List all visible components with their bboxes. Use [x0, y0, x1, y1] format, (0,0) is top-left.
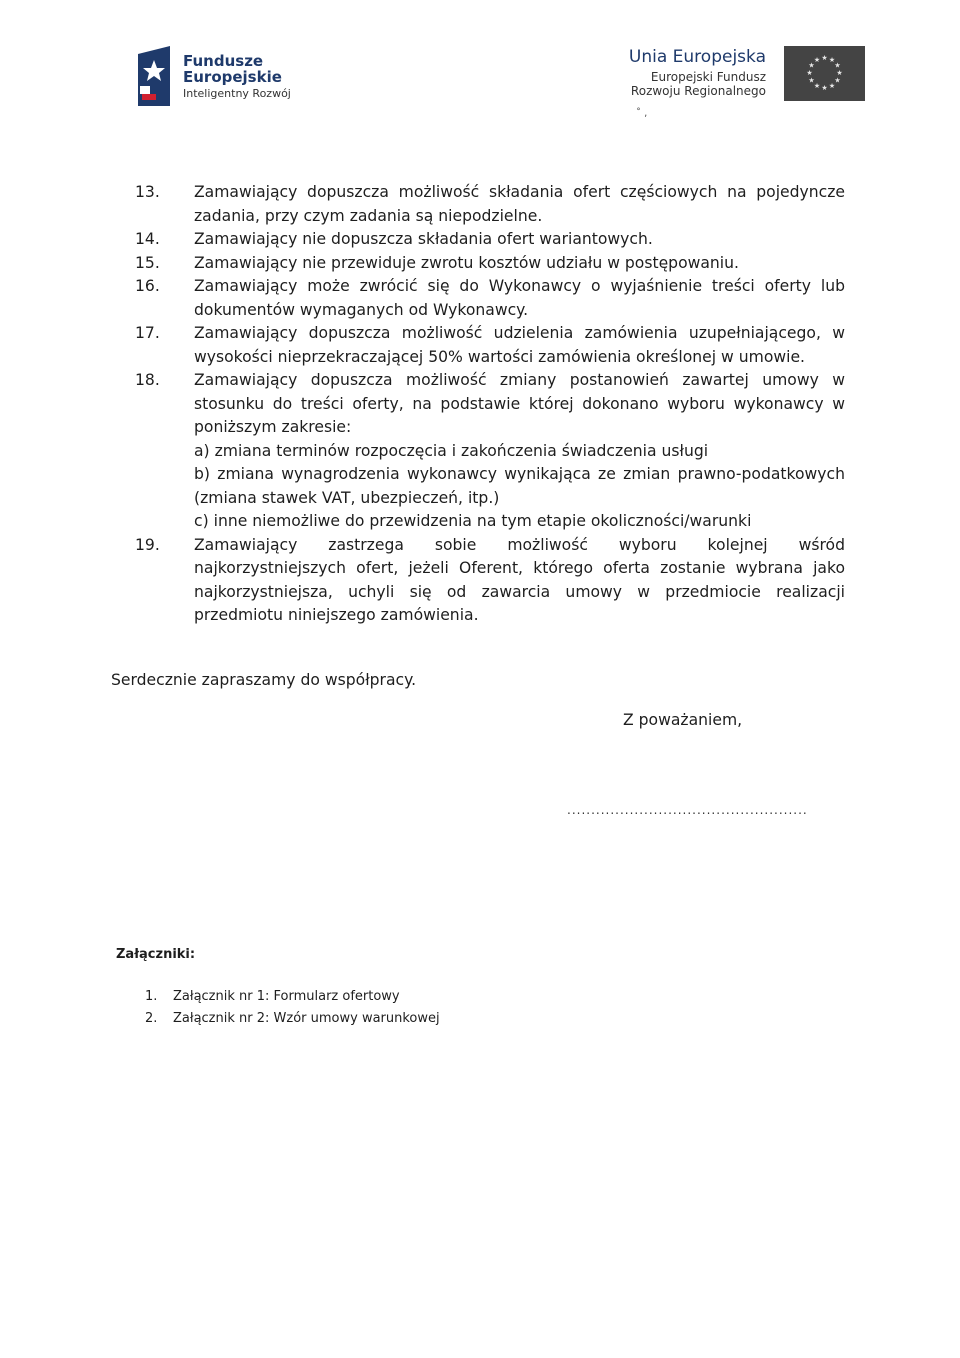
eu-flag-icon: [784, 46, 865, 101]
ue-line-1: Unia Europejska: [628, 47, 766, 67]
svg-text:★: ★: [836, 69, 843, 77]
svg-text:★: ★: [813, 56, 821, 64]
item-text: Zamawiający dopuszcza możliwość udzielenia zamówienia uzupełniającego, w wysokości nieprzekraczającej 50% wartości zamówienia określonej w umowie.: [194, 324, 845, 366]
svg-text:★: ★: [808, 61, 815, 70]
closing-text: Serdecznie zapraszamy do współpracy.: [111, 671, 417, 689]
unia-europejska-text: [629, 49, 766, 99]
svg-text:★: ★: [806, 69, 813, 77]
svg-text:★: ★: [834, 61, 841, 70]
list-item: [135, 534, 845, 628]
svg-text:★: ★: [808, 76, 815, 85]
fe-line-2: Europejskie: [183, 68, 282, 86]
list-item: [135, 369, 845, 534]
svg-text:★: ★: [834, 76, 841, 85]
item-number: 15.: [135, 253, 160, 272]
item-number: 19.: [135, 535, 160, 554]
attachment-text: Załącznik nr 2: Wzór umowy warunkowej: [173, 1011, 440, 1026]
svg-text:★: ★: [821, 54, 828, 62]
scan-mark: ˚ ,: [636, 108, 648, 119]
attachment-text: Załącznik nr 1: Formularz ofertowy: [173, 989, 400, 1004]
attachment-item: [145, 986, 440, 1008]
page-header: [0, 0, 960, 130]
item-number: 17.: [135, 324, 160, 342]
list-item: [135, 181, 845, 228]
item-number: 18.: [135, 371, 160, 389]
item-text: Zamawiający nie dopuszcza składania ofert wariantowych.: [194, 230, 653, 248]
item-text: Zamawiający dopuszcza możliwość składania ofert częściowych na pojedyncze zadania, przy czym zadania są niepodzielne.: [194, 183, 845, 225]
item-number: 14.: [135, 230, 160, 248]
svg-text:★: ★: [828, 82, 836, 90]
sub-item-a: a) zmiana terminów rozpoczęcia i zakończenia świadczenia usługi: [194, 441, 709, 460]
fe-line-3: Inteligentny Rozwój: [183, 87, 291, 100]
fundusze-europejskie-text: [183, 54, 291, 99]
item-text: Zamawiający może zwrócić się do Wykonawcy o wyjaśnienie treści oferty lub dokumentów wymaganych od Wykonawcy.: [194, 277, 845, 319]
attachment-number: 2.: [145, 1011, 158, 1026]
attachments-title: Załączniki:: [116, 947, 196, 962]
regards-text: Z poważaniem,: [623, 711, 743, 729]
item-number: 16.: [135, 277, 160, 295]
attachments-list: [145, 986, 440, 1030]
sub-item-b: b) zmiana wynagrodzenia wykonawcy wynikająca ze zmian prawno-podatkowych (zmiana stawek VAT, ubezpieczeń, itp.): [194, 465, 845, 507]
ue-line-3: Rozwoju Regionalnego: [630, 84, 766, 98]
list-item: [135, 252, 845, 276]
attachment-item: [145, 1008, 440, 1030]
item-text: Zamawiający nie przewiduje zwrotu kosztów udziału w postępowaniu.: [194, 253, 739, 272]
item-number: 13.: [135, 183, 160, 201]
svg-text:★: ★: [828, 56, 836, 64]
list-item: [135, 322, 845, 369]
list-item: [135, 275, 845, 322]
item-text: Zamawiający zastrzega sobie możliwość wyboru kolejnej wśród najkorzystniejszych ofert, jeżeli Oferent, którego oferta zostanie wybrana jako najkorzystniejsza, uchyli się od zawarcia umowy w przedmiocie realizacji przedmiotu niniejszego zamówienia.: [194, 535, 845, 624]
ue-line-2: Europejski Fundusz: [650, 70, 766, 84]
signature-line: ..................................................: [567, 803, 808, 817]
list-item: [135, 228, 845, 252]
item-text: Zamawiający dopuszcza możliwość zmiany postanowień zawartej umowy w stosunku do treści oferty, na podstawie której dokonano wyboru wykonawcy w poniższym zakresie:: [194, 371, 845, 436]
attachment-number: 1.: [145, 989, 158, 1004]
conditions-list: [135, 181, 845, 628]
svg-text:★: ★: [821, 84, 828, 92]
svg-text:★: ★: [813, 82, 821, 90]
sub-item-c: c) inne niemożliwe do przewidzenia na tym etapie okoliczności/warunki: [194, 512, 752, 530]
fundusze-europejskie-logo: [138, 46, 170, 106]
fe-line-1: Fundusze: [183, 52, 264, 70]
